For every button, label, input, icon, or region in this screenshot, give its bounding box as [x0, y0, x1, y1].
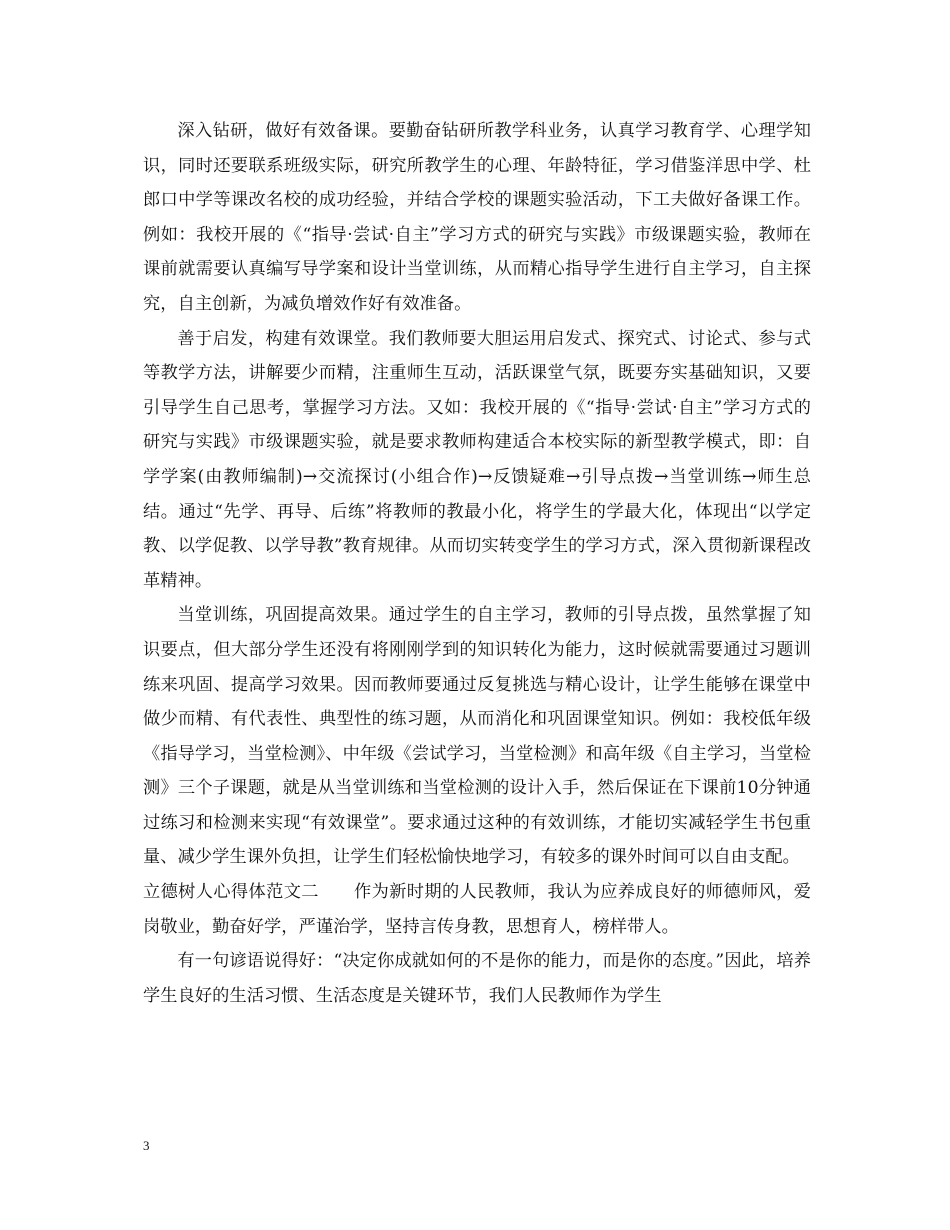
page-number: 3: [143, 1138, 150, 1153]
document-body: [143, 114, 811, 1013]
paragraph-effective-classroom: 善于启发，构建有效课堂。我们教师要大胆运用启发式、探究式、讨论式、参与式等教学方法，讲解要少而精，注重师生互动，活跃课堂气氛，既要夯实基础知识，又要引导学生自己思考，掌握学习方法。又如：我校开展的《“指导·尝试·自主”学习方式的研究与实践》市级课题实验，就是要求教师构建适合本校实际的新型教学模式，即：自学学案(由教师编制)→交流探讨(小组合作)→反馈疑难→引导点拨→当堂训练→师生总结。通过“先学、再导、后练”将教师的教最小化，将学生的学最大化，体现出“以学定教、以学促教、以学导教”教育规律。从而切实转变学生的学习方式，深入贯彻新课程改革精神。: [143, 328, 811, 591]
paragraph-classroom-training: 当堂训练，巩固提高效果。通过学生的自主学习，教师的引导点拨，虽然掌握了知识要点，但大部分学生还没有将刚刚学到的知识转化为能力，这时候就需要通过习题训练来巩固、提高学习效果。因而教师要通过反复挑选与精心设计，让学生能够在课堂中做少而精、有代表性、典型性的练习题，从而消化和巩固课堂知识。例如：我校低年级《指导学习，当堂检测》、中年级《尝试学习，当堂检测》和高年级《自主学习，当堂检测》三个子课题，就是从当堂训练和当堂检测的设计入手，然后保证在下课前10分钟通过练习和检测来实现“有效课堂”。要求通过这种的有效训练，才能切实减轻学生书包重量、减少学生课外负担，让学生们轻松愉快地学习，有较多的课外时间可以自由支配。: [143, 605, 811, 868]
paragraph-sample-two-heading: 立德树人心得体范文二 作为新时期的人民教师，我认为应养成良好的师德师风，爱岗敬业，勤奋好学，严谨治学，坚持言传身教，思想育人，榜样带人。: [143, 882, 811, 937]
paragraph-proverb: 有一句谚语说得好：“决定你成就如何的不是你的能力，而是你的态度。”因此，培养学生良好的生活习惯、生活态度是关键环节，我们人民教师作为学生: [143, 951, 811, 1006]
paragraph-effective-lesson-prep: 深入钻研，做好有效备课。要勤奋钻研所教学科业务，认真学习教育学、心理学知识，同时还要联系班级实际，研究所教学生的心理、年龄特征，学习借鉴洋思中学、杜郎口中学等课改名校的成功经验，并结合学校的课题实验活动，下工夫做好备课工作。例如：我校开展的《“指导·尝试·自主”学习方式的研究与实践》市级课题实验，教师在课前就需要认真编写导学案和设计当堂训练，从而精心指导学生进行自主学习，自主探究，自主创新，为减负增效作好有效准备。: [143, 121, 811, 314]
